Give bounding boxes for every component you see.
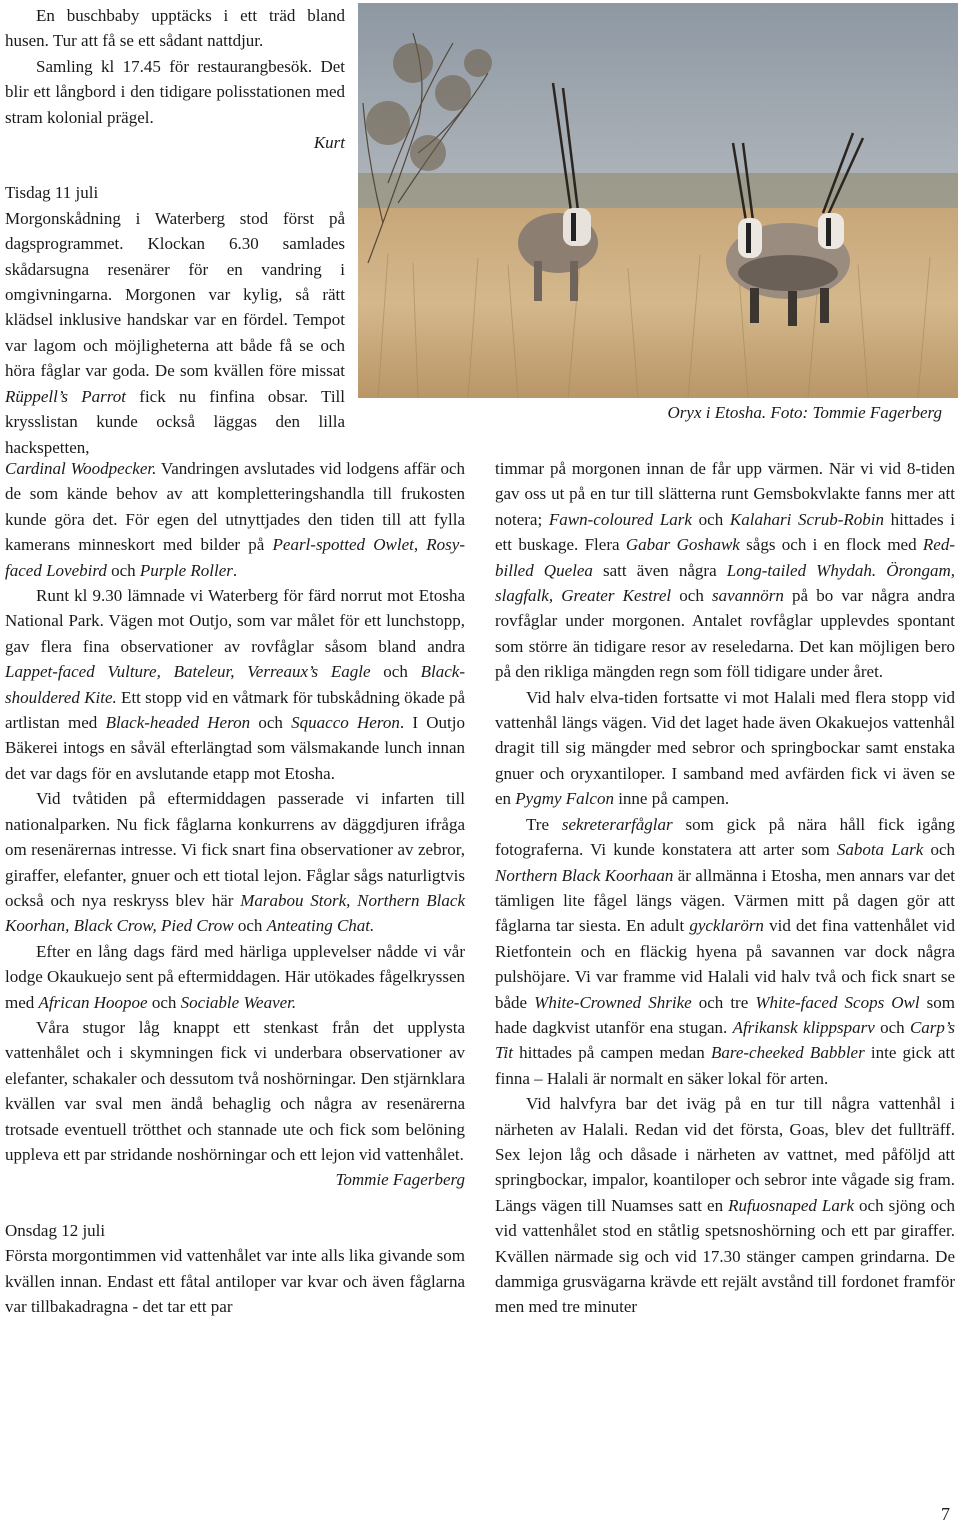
paragraph: Vid halv elva-tiden fortsatte vi mot Halali med flera stopp vid vattenhål längs vägen. Vid det laget hade även Okakuejos vattenhål dragit till sig mängder med sebror och springbockar samt enstaka gnuer och oryxantiloper. I samband med avfärden fick vi även se en Pygmy Falcon inne på campen. <box>495 687 955 809</box>
paragraph: Efter en lång dags färd med härliga upplevelser nådde vi vår lodge Okaukuejo sent på eftermiddagen. Här utökades fågelkryssen med African Hoopoe och Sociable Weaver. <box>5 941 465 1012</box>
day-heading: Onsdag 12 juli <box>5 1220 106 1240</box>
paragraph: Morgonskådning i Waterberg stod först på dagsprogrammet. Klockan 6.30 samlades skådarsugna resenärer för en vandring i omgivningarna. Morgonen var kylig, så rätt klädsel inklusive handskar var en fördel. Tempot var lagom och möjligheterna att både få se och höra fåglar var goda. De som kvällen före missat Rüppell’s Parrot fick nu finfina obsar. Till krysslistan kunde också läggas den lilla hackspetten, <box>5 208 346 457</box>
article-column-left <box>5 456 465 1319</box>
paragraph: Första morgontimmen vid vattenhålet var inte alls lika givande som kvällen innan. Endast ett fåtal antiloper var kvar och även fåglarna var tillbakadragna - det tar ett par <box>5 1246 466 1316</box>
paragraph: Vid halvfyra bar det iväg på en tur till några vattenhål i närheten av Halali. Redan vid det första, Goas, blev det fullträff. Sex lejon låg och dåsade i närheten av vattnet, med påföljd att springbockar, impalor, koantiloper och sebror inte vågade sig fram. Längs vägen till Nuamses satt en Rufuosnaped Lark och sjöng och vid vattenhålet stod en ståtlig spetsnoshörning och ett par giraffer. Kvällen närmade sig och vid 17.30 stänger campen grindarna. De dammiga grusvägarna krävde ett rejält avstånd till fordonet framför men med tre minuter <box>495 1094 955 1317</box>
paragraph: Cardinal Woodpecker. Vandringen avslutades vid lodgens affär och de som kände behov av att kompletteringshandla till frukosten kunde göra det. För egen del utnyttjades den tiden till att fylla kamerans minneskort med bilder på Pearl-spotted Owlet, Rosy-faced Lovebird och Purple Roller. <box>5 459 465 580</box>
paragraph: Tre sekreterarfåglar som gick på nära håll fick igång fotograferna. Vi kunde konstatera att arter som Sabota Lark och Northern Black Koorhaan är allmänna i Etosha, men annars var det tämligen lite fågel längs vägen. Värmen mitt på dagen gör att fåglarna tar siesta. En adult gycklarörn vid det fina vattenhålet vid Rietfontein och en fläckig hyena på savannen var dock några pulshöjare. Vi var framme vid Halali vid halv två och fick snart se både White-Crowned Shrike och tre White-faced Scops Owl som hade dagkvist utanför ena stugan. Afrikansk klippsparv och Carp’s Tit hittades på campen medan Bare-cheeked Babbler inte gick att finna – Halali är normalt en säker lokal för arten. <box>495 814 956 1088</box>
paragraph: Vid tvåtiden på eftermiddagen passerade vi infarten till nationalparken. Nu fick fåglarna konkurrens av däggdjuren ifråga om resenärernas intresse. Vi fick snart fina observationer av zebror, giraffer, elefanter, gnuer och ett tiotal lejon. Fåglar sågs naturligtvis också och nya reskryss blev här Marabou Stork, Northern Black Koorhan, Black Crow, Pied Crow och Anteating Chat. <box>5 789 465 936</box>
signature <box>5 130 345 155</box>
photo-caption: Oryx i Etosha. Foto: Tommie Fagerberg <box>667 403 942 422</box>
article-column-right <box>495 456 955 1320</box>
oryx-photo <box>358 3 958 398</box>
paragraph: Samling kl 17.45 för restaurangbesök. Det blir ett långbord i den tidigare polisstationen med stram kolonial prägel. <box>5 56 345 127</box>
paragraph: Runt kl 9.30 lämnade vi Waterberg för färd norrut mot Etosha National Park. Vägen mot Outjo, som var målet för ett lunchstopp, gav flera fina observationer av rovfåglar såsom bland andra Lappet-faced Vulture, Bateleur, Verreaux’s Eagle och Black-shouldered Kite. Ett stopp vid en våtmark för tubskådning ökade på artlistan med Black-headed Heron och Squacco Heron. I Outjo Bäkerei intogs en såväl efterlängtad som välsmakande lunch innan det var dags för en avslutande etapp mot Etosha. <box>5 586 466 783</box>
paragraph: Våra stugor låg knappt ett stenkast från det upplysta vattenhålet och i skymningen fick vi underbara observationer av elefanter, schakaler och dessutom två noshörningar. Den stjärnklara kvällen var sval men ändå behaglig och några av resenärerna trotsade eventuell trötthet och stannade ute och fick som belöning uppleva ett par stridande noshörningar och ett lejon vid vattenhålet. <box>5 1017 465 1164</box>
page-number: 7 <box>941 1504 950 1524</box>
signature-name: Kurt <box>313 133 345 153</box>
day-heading: Tisdag 11 juli <box>5 183 99 203</box>
paragraph: timmar på morgonen innan de får upp värmen. När vi vid 8-tiden gav oss ut på en tur till slätterna runt Gemsbokvlakte fanns mer att notera; Fawn-coloured Lark och Kalahari Scrub-Robin hittades i ett buskage. Flera Gabar Goshawk sågs och i en flock med Red-billed Quelea satt även några Long-tailed Whydah. Örongam, slagfalk, Greater Kestrel och savannörn på bo var några andra rovfåglar under morgonen. Antalet rovfåglar upplevdes spontant som större än tidigare resor av reseledarna. Det kan möjligen bero på den rikliga mängden regn som föll tidigare under året. <box>495 459 956 682</box>
article-column-top <box>5 3 345 460</box>
paragraph: En buschbaby upptäcks i ett träd bland husen. Tur att få se ett sådant nattdjur. <box>5 6 345 51</box>
signature <box>5 1167 465 1192</box>
signature-name: Tommie Fagerberg <box>335 1170 465 1190</box>
